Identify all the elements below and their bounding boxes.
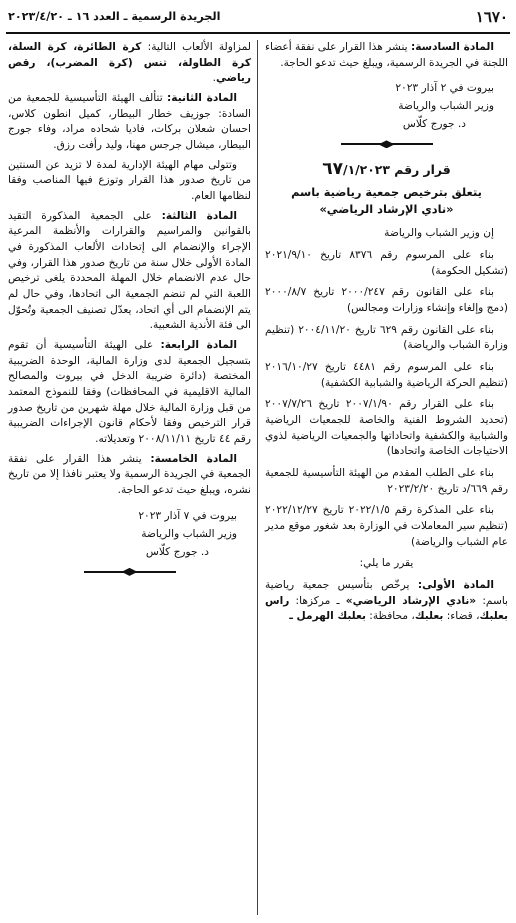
article-label: المادة الثانية: <box>167 92 237 105</box>
article-text: . <box>212 72 216 85</box>
article-label: المادة الخامسة: <box>150 452 237 465</box>
decision-title-prefix: قرار رقم <box>389 162 451 178</box>
decision-subject: يتعلق بترخيص جمعية رياضية باسم <box>291 184 482 199</box>
signature-block <box>265 79 494 133</box>
article-1-continued <box>8 40 251 87</box>
sports-list: كرة الطائرة، كرة السلة، كرة الطاولة، تنس (كرة المضرب)، رقص رياضي <box>8 41 251 85</box>
club-seat: راس بعلبك <box>265 594 508 623</box>
article-text: ، قضاء: <box>443 610 480 623</box>
article-text: تتألف الهيئة التأسيسية للجمعية من السادة: جوزيف خطار البيطار، كميل انطون كلاس، احسان شعلان بركات، فاديا شحاده مراد، وفاء جورج البيطار، ميشال جرجس مهنا، وليد رأفت رزق. <box>8 92 251 152</box>
recital: بناء على المرسوم رقم ٤٤٨١ تاريخ ٢٠١٦/١٠/٢٧ (تنظيم الحركة الرياضية والشبابية الكشفية) <box>265 360 508 389</box>
article-text: لمزاولة الألعاب التالية: <box>141 41 251 53</box>
page-number: ١٦٧٠ <box>475 8 508 27</box>
recital: بناء على المرسوم رقم ٨٣٧٦ تاريخ ٢٠٢١/٩/١٠ (تشكيل الحكومة) <box>265 248 508 277</box>
decision-number: ٦٧ <box>322 159 344 180</box>
decision-name: «نادي الإرشاد الرياضي» <box>319 202 454 217</box>
article-text: ينشر هذا القرار على نفقة أعضاء اللجنة في الجريدة الرسمية، ويبلغ حيث تدعو الحاجة. <box>265 41 508 69</box>
recital: بناء على القانون رقم ٢٠٠٠/٢٤٧ تاريخ ٢٠٠٠/٨/٧ (دمج وإلغاء وإنشاء وزارات ومجالس) <box>265 286 508 314</box>
right-column <box>265 40 508 629</box>
signature-name: د. جورج كلّاس <box>145 545 209 558</box>
article-6 <box>265 40 508 71</box>
article-1 <box>265 578 508 625</box>
recital: بناء على الطلب المقدم من الهيئة التأسيسية للجمعية رقم ٦٦٩/د تاريخ ٢٠٢٣/٢/٢٠ <box>265 466 508 495</box>
recital: بناء على المذكرة رقم ٢٠٢٢/١/٥ تاريخ ٢٠٢٢/١٢/٢٧ (تنظيم سير المعاملات في الوزارة بعد شغور موقع مدير عام الشباب والرياضة) <box>265 504 508 548</box>
article-text: ـ مركزها: <box>289 594 346 607</box>
article-label: المادة السادسة: <box>411 41 494 53</box>
decision-title <box>265 157 508 182</box>
signature-date: بيروت في ٧ آذار ٢٠٢٣ <box>138 509 237 522</box>
signature-name: د. جورج كلّاس <box>402 118 466 131</box>
article-label: المادة الثالثة: <box>161 209 237 222</box>
article-2-paragraph: وتتولى مهام الهيئة الإدارية لمدة لا تزيد عن السنتين من تاريخ صدور هذا القرار وتوزع فيها المناصب وفقا لنظامها العام. <box>8 158 251 203</box>
decides-heading: يقرر ما يلي: <box>359 557 414 570</box>
club-district: بعلبك <box>414 610 444 623</box>
article-label: المادة الأولى: <box>417 579 494 592</box>
signature-title: وزير الشباب والرياضة <box>398 100 494 113</box>
section-separator <box>84 567 176 577</box>
recital: بناء على القانون رقم ٦٢٩ تاريخ ٢٠٠٤/١١/٢٠ (تنظيم وزارة الشباب والرياضة) <box>265 323 508 352</box>
section-separator <box>341 139 433 149</box>
left-column <box>8 40 251 585</box>
article-5 <box>8 452 251 499</box>
article-text: على الجمعية المذكورة التقيد بالقوانين والمراسيم والقرارات والأنظمة المرعية الإجراء والإنضمام الى إتحادات الألعاب المذكورة في المادة الأولى خلال سنة من تاريخ صدور هذا القرار، وفي حال عدم الانضمام خلال المهلة المحددة يلغى ترخيص اللعبة التي لم تنضم الجمعية الى اتحادها، وفي حال لم يتم الإنضمام الى أي اتحاد، يعدّل تصنيف الجمعية وتُحوّل الى فئة الأندية الشعبية. <box>8 209 251 332</box>
article-text: على الهيئة التأسيسية أن تقوم بتسجيل الجمعية لدى وزارة المالية، الوحدة الضريبية المختصة (دائرة ضريبة الدخل في بيروت والمصالح المالية الاقليمية في المحافظات) وفقا للنموذج المعتمد من قبل وزارة المالية خلال مهلة شهرين من تاريخ صدور قرار الترخيص وفقا لأحكام قانون الإجراءات الضريبية رقم ٤٤ تاريخ ٢٠٠٨/١١/١١ وتعديلاته. <box>8 339 251 446</box>
recital: بناء على القرار رقم ٢٠٠٧/١/٩٠ تاريخ ٢٠٠٧/٧/٢٦ (تحديد الشروط الفنية والخاصة للجمعيات الرياضية والشبابية والكشفية واتحاداتها والجمعيات الرياضية لذوي الاحتياجات الخاصة واتحادها) <box>265 398 508 458</box>
article-label: المادة الرابعة: <box>160 339 237 352</box>
signature-block <box>8 507 237 561</box>
signature-date: بيروت في ٢ آذار ٢٠٢٣ <box>395 82 494 95</box>
column-divider <box>257 40 258 915</box>
page-header <box>6 6 510 34</box>
article-text: ينشر هذا القرار على نفقة الجمعية في الجريدة الرسمية ولا يعتبر نافذا إلا من تاريخ نشره، ويبلغ حيث تدعو الحاجة. <box>8 452 251 497</box>
running-head: الجريدة الرسمية ـ العدد ١٦ ـ ٢٠٢٣/٤/٢٠ <box>8 10 221 24</box>
decision-title-suffix: /١/٢٠٢٣ <box>343 162 390 178</box>
article-text: ، محافظة: <box>365 610 415 623</box>
signature-title: وزير الشباب والرياضة <box>141 527 237 540</box>
article-3 <box>8 209 251 334</box>
article-2 <box>8 91 251 154</box>
article-4 <box>8 338 251 448</box>
club-name: «نادي الإرشاد الرياضي» <box>345 594 477 607</box>
decision-intro: إن وزير الشباب والرياضة <box>384 227 494 240</box>
article-text: يرخّص بتأسيس جمعية رياضية باسم: <box>265 579 509 607</box>
club-governorate: بعلبك الهرمل ـ <box>289 610 366 623</box>
